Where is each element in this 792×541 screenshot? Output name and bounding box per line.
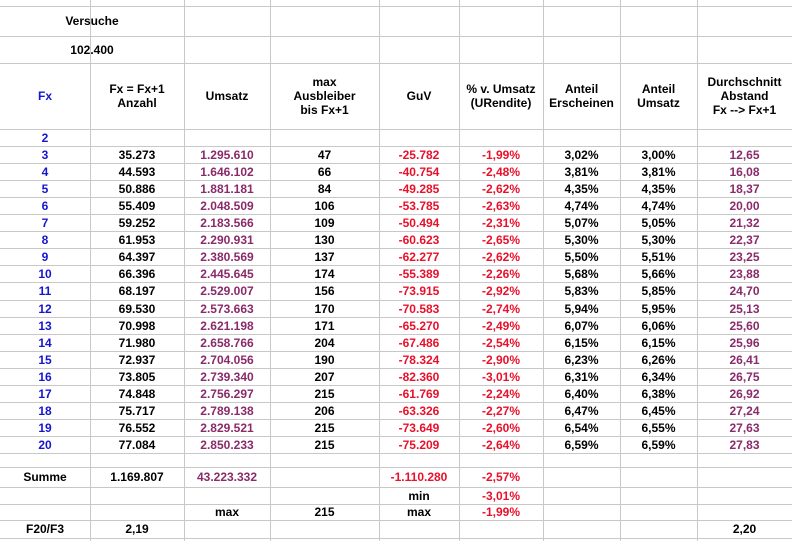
- header-ausbleiber[interactable]: max Ausbleiber bis Fx+1: [293, 75, 356, 117]
- cell-abstand[interactable]: 16,08: [729, 164, 760, 179]
- cell-erscheinen[interactable]: 3,02%: [564, 147, 599, 162]
- cell-umsatz[interactable]: 2.380.569: [200, 249, 254, 264]
- summe-rendite[interactable]: -2,57%: [481, 470, 521, 484]
- cell-guv[interactable]: [379, 129, 459, 146]
- cell-abstand[interactable]: 27,63: [729, 420, 760, 435]
- cell-guv[interactable]: -78.324: [398, 352, 440, 367]
- max-label[interactable]: max: [214, 505, 240, 519]
- cell-guv[interactable]: -62.277: [398, 249, 440, 264]
- header-anteil-umsatz[interactable]: Anteil Umsatz: [637, 82, 680, 110]
- cell-umsatz[interactable]: 2.658.766: [200, 335, 254, 350]
- cell-abstand[interactable]: 21,32: [729, 215, 760, 230]
- cell-ausbleiber[interactable]: 156: [314, 283, 335, 298]
- cell-abstand[interactable]: 26,75: [729, 369, 760, 384]
- cell-fx[interactable]: 19: [38, 420, 52, 435]
- cell-ausbleiber[interactable]: 204: [314, 335, 335, 350]
- cell-rendite[interactable]: -2,60%: [481, 420, 521, 435]
- min-rendite[interactable]: -3,01%: [481, 488, 521, 503]
- cell-anteil-umsatz[interactable]: 6,06%: [641, 318, 676, 333]
- cell-fx[interactable]: 7: [41, 215, 49, 230]
- cell-fx[interactable]: 13: [38, 318, 52, 333]
- header-guv[interactable]: GuV: [406, 89, 432, 103]
- header-erscheinen[interactable]: Anteil Erscheinen: [549, 82, 614, 110]
- cell-anzahl[interactable]: 59.252: [118, 215, 156, 230]
- cell-abstand[interactable]: [697, 129, 792, 146]
- cell-erscheinen[interactable]: [543, 129, 620, 146]
- cell-anteil-umsatz[interactable]: 3,00%: [641, 147, 676, 162]
- cell-erscheinen[interactable]: 6,31%: [564, 369, 599, 384]
- cell-rendite[interactable]: -3,01%: [481, 369, 521, 384]
- grid-hline: [0, 538, 792, 539]
- cell-abstand[interactable]: 25,96: [729, 335, 760, 350]
- min-label[interactable]: min: [408, 488, 430, 503]
- cell-anteil-umsatz[interactable]: 5,95%: [641, 301, 676, 316]
- summe-label[interactable]: Summe: [23, 470, 67, 484]
- cell-ausbleiber[interactable]: [270, 129, 379, 146]
- cell-umsatz[interactable]: 1.881.181: [200, 181, 254, 196]
- cell-erscheinen[interactable]: 6,15%: [564, 335, 599, 350]
- cell-rendite[interactable]: -2,64%: [481, 437, 521, 452]
- cell-fx[interactable]: 12: [38, 301, 52, 316]
- cell-guv[interactable]: -50.494: [398, 215, 440, 230]
- ratio-label[interactable]: F20/F3: [25, 522, 64, 536]
- cell-erscheinen[interactable]: 5,83%: [564, 283, 599, 298]
- cell-rendite[interactable]: -2,27%: [481, 403, 521, 418]
- summe-guv[interactable]: -1.110.280: [390, 470, 448, 484]
- cell-guv[interactable]: -63.326: [398, 403, 440, 418]
- cell-anzahl[interactable]: 77.084: [118, 437, 156, 452]
- cell-fx[interactable]: 17: [38, 386, 52, 401]
- cell-anzahl[interactable]: 66.396: [118, 266, 156, 281]
- cell-umsatz[interactable]: 1.646.102: [200, 164, 254, 179]
- cell-umsatz[interactable]: [184, 129, 270, 146]
- cell-guv[interactable]: -65.270: [398, 318, 440, 333]
- cell-guv[interactable]: -25.782: [398, 147, 440, 162]
- cell-guv[interactable]: -55.389: [398, 266, 440, 281]
- cell-rendite[interactable]: -2,74%: [481, 301, 521, 316]
- cell-anteil-umsatz[interactable]: 5,51%: [641, 249, 676, 264]
- cell-anteil-umsatz[interactable]: 5,05%: [641, 215, 676, 230]
- cell-rendite[interactable]: -2,54%: [481, 335, 521, 350]
- cell-ausbleiber[interactable]: 47: [317, 147, 332, 162]
- cell-guv[interactable]: -61.769: [398, 386, 440, 401]
- cell-anzahl[interactable]: 50.886: [118, 181, 156, 196]
- cell-ausbleiber[interactable]: 171: [314, 318, 335, 333]
- cell-ausbleiber[interactable]: 109: [314, 215, 335, 230]
- cell-anteil-umsatz[interactable]: [620, 129, 697, 146]
- cell-anteil-umsatz[interactable]: 5,30%: [641, 232, 676, 247]
- cell-umsatz[interactable]: 2.739.340: [200, 369, 254, 384]
- cell-ausbleiber[interactable]: 174: [314, 266, 335, 281]
- cell-guv[interactable]: -53.785: [398, 198, 440, 213]
- cell-guv[interactable]: -73.915: [398, 283, 440, 298]
- cell-erscheinen[interactable]: 6,54%: [564, 420, 599, 435]
- cell-erscheinen[interactable]: 5,94%: [564, 301, 599, 316]
- cell-anzahl[interactable]: 64.397: [118, 249, 156, 264]
- cell-anteil-umsatz[interactable]: 4,74%: [641, 198, 676, 213]
- cell-anteil-umsatz[interactable]: 6,38%: [641, 386, 676, 401]
- header-fx[interactable]: Fx: [37, 89, 52, 103]
- cell-guv[interactable]: -70.583: [398, 301, 440, 316]
- cell-rendite[interactable]: -2,24%: [481, 386, 521, 401]
- cell-rendite[interactable]: -2,62%: [481, 249, 521, 264]
- ratio-anzahl[interactable]: 2,19: [125, 522, 149, 536]
- cell-fx[interactable]: 16: [38, 369, 52, 384]
- cell-erscheinen[interactable]: 5,30%: [564, 232, 599, 247]
- cell-abstand[interactable]: 18,37: [729, 181, 760, 196]
- cell-rendite[interactable]: -2,92%: [481, 283, 521, 298]
- summe-anzahl[interactable]: 1.169.807: [110, 470, 164, 484]
- versuche-label[interactable]: Versuche: [65, 14, 119, 28]
- cell-fx[interactable]: 15: [38, 352, 52, 367]
- versuche-value[interactable]: 102.400: [70, 42, 114, 57]
- cell-anzahl[interactable]: 73.805: [118, 369, 156, 384]
- cell-umsatz[interactable]: 2.829.521: [200, 420, 254, 435]
- cell-fx[interactable]: 5: [41, 181, 49, 196]
- cell-umsatz[interactable]: 2.704.056: [200, 352, 254, 367]
- header-umsatz[interactable]: Umsatz: [205, 89, 249, 103]
- cell-umsatz[interactable]: 2.850.233: [200, 437, 254, 452]
- cell-umsatz[interactable]: 2.183.566: [200, 215, 254, 230]
- cell-erscheinen[interactable]: 4,74%: [564, 198, 599, 213]
- cell-anteil-umsatz[interactable]: 6,59%: [641, 437, 676, 452]
- cell-guv[interactable]: -40.754: [398, 164, 440, 179]
- cell-ausbleiber[interactable]: 170: [314, 301, 335, 316]
- cell-erscheinen[interactable]: 6,40%: [564, 386, 599, 401]
- cell-anteil-umsatz[interactable]: 6,15%: [641, 335, 676, 350]
- cell-ausbleiber[interactable]: 137: [314, 249, 335, 264]
- cell-rendite[interactable]: -1,99%: [481, 147, 521, 162]
- cell-abstand[interactable]: 23,88: [729, 266, 760, 281]
- cell-umsatz[interactable]: 2.529.007: [200, 283, 254, 298]
- cell-erscheinen[interactable]: 4,35%: [564, 181, 599, 196]
- cell-fx[interactable]: 11: [38, 283, 52, 298]
- cell-anzahl[interactable]: 44.593: [118, 164, 156, 179]
- cell-anzahl[interactable]: 61.953: [118, 232, 156, 247]
- cell-fx[interactable]: 8: [41, 232, 49, 247]
- cell-rendite[interactable]: -2,48%: [481, 164, 521, 179]
- cell-rendite[interactable]: [459, 129, 543, 146]
- cell-umsatz[interactable]: 2.573.663: [200, 301, 254, 316]
- cell-umsatz[interactable]: 1.295.610: [200, 147, 254, 162]
- cell-anzahl[interactable]: 76.552: [118, 420, 156, 435]
- cell-erscheinen[interactable]: 6,23%: [564, 352, 599, 367]
- cell-abstand[interactable]: 23,25: [729, 249, 760, 264]
- cell-ausbleiber[interactable]: 84: [317, 181, 332, 196]
- cell-ausbleiber[interactable]: 66: [317, 164, 332, 179]
- cell-anzahl[interactable]: 69.530: [118, 301, 156, 316]
- cell-erscheinen[interactable]: 5,50%: [564, 249, 599, 264]
- cell-erscheinen[interactable]: 5,68%: [564, 266, 599, 281]
- cell-erscheinen[interactable]: 6,07%: [564, 318, 599, 333]
- cell-anteil-umsatz[interactable]: 4,35%: [641, 181, 676, 196]
- cell-umsatz[interactable]: 2.789.138: [200, 403, 254, 418]
- cell-ausbleiber[interactable]: 207: [314, 369, 335, 384]
- cell-ausbleiber[interactable]: 215: [314, 420, 335, 435]
- cell-anzahl[interactable]: 55.409: [118, 198, 156, 213]
- cell-rendite[interactable]: -2,63%: [481, 198, 521, 213]
- cell-umsatz[interactable]: 2.048.509: [200, 198, 254, 213]
- ratio-abstand[interactable]: 2,20: [732, 522, 757, 536]
- cell-abstand[interactable]: 20,00: [729, 198, 760, 213]
- cell-anteil-umsatz[interactable]: 5,85%: [641, 283, 676, 298]
- cell-fx[interactable]: 4: [41, 164, 49, 179]
- cell-fx[interactable]: 6: [41, 198, 49, 213]
- cell-rendite[interactable]: -2,62%: [481, 181, 521, 196]
- cell-anzahl[interactable]: 75.717: [118, 403, 156, 418]
- cell-anzahl[interactable]: 68.197: [118, 283, 156, 298]
- cell-abstand[interactable]: 27,83: [729, 437, 760, 452]
- header-anzahl[interactable]: Fx = Fx+1 Anzahl: [109, 82, 165, 110]
- cell-guv[interactable]: -82.360: [398, 369, 440, 384]
- cell-anteil-umsatz[interactable]: 6,34%: [641, 369, 676, 384]
- cell-anteil-umsatz[interactable]: 3,81%: [641, 164, 676, 179]
- cell-abstand[interactable]: 25,60: [729, 318, 760, 333]
- cell-anteil-umsatz[interactable]: 6,26%: [641, 352, 676, 367]
- cell-fx[interactable]: 10: [38, 266, 52, 281]
- cell-erscheinen[interactable]: 3,81%: [564, 164, 599, 179]
- cell-abstand[interactable]: 27,24: [729, 403, 760, 418]
- cell-abstand[interactable]: 25,13: [729, 301, 760, 316]
- cell-fx[interactable]: 3: [41, 147, 49, 162]
- cell-anzahl[interactable]: 72.937: [118, 352, 156, 367]
- grid-hline: [0, 453, 792, 454]
- cell-erscheinen[interactable]: 5,07%: [564, 215, 599, 230]
- header-abstand[interactable]: Durchschnitt Abstand Fx --> Fx+1: [707, 75, 782, 117]
- cell-anzahl[interactable]: 74.848: [118, 386, 156, 401]
- cell-anzahl[interactable]: 35.273: [118, 147, 156, 162]
- cell-fx[interactable]: 20: [38, 437, 52, 452]
- cell-rendite[interactable]: -2,90%: [481, 352, 521, 367]
- cell-guv[interactable]: -67.486: [398, 335, 440, 350]
- cell-erscheinen[interactable]: 6,47%: [564, 403, 599, 418]
- cell-anzahl[interactable]: 71.980: [118, 335, 156, 350]
- cell-ausbleiber[interactable]: 206: [314, 403, 335, 418]
- cell-ausbleiber[interactable]: 106: [314, 198, 335, 213]
- cell-guv[interactable]: -60.623: [398, 232, 440, 247]
- cell-rendite[interactable]: -2,31%: [481, 215, 521, 230]
- cell-umsatz[interactable]: 2.290.931: [200, 232, 254, 247]
- cell-fx[interactable]: 14: [38, 335, 52, 350]
- cell-abstand[interactable]: 22,37: [729, 232, 760, 247]
- cell-ausbleiber[interactable]: 215: [314, 386, 335, 401]
- max-label-guv[interactable]: max: [406, 505, 432, 519]
- cell-guv[interactable]: -49.285: [398, 181, 440, 196]
- cell-anteil-umsatz[interactable]: 5,66%: [641, 266, 676, 281]
- max-rendite[interactable]: -1,99%: [481, 505, 521, 519]
- cell-anteil-umsatz[interactable]: 6,45%: [641, 403, 676, 418]
- header-rendite[interactable]: % v. Umsatz (URendite): [466, 82, 536, 110]
- max-ausbleiber[interactable]: 215: [314, 505, 335, 519]
- cell-ausbleiber[interactable]: 130: [314, 232, 335, 247]
- cell-rendite[interactable]: -2,49%: [481, 318, 521, 333]
- cell-umsatz[interactable]: 2.621.198: [200, 318, 254, 333]
- cell-rendite[interactable]: -2,65%: [481, 232, 521, 247]
- cell-fx[interactable]: 2: [41, 130, 49, 145]
- cell-anteil-umsatz[interactable]: 6,55%: [641, 420, 676, 435]
- cell-abstand[interactable]: 26,41: [729, 352, 760, 367]
- cell-anzahl[interactable]: 70.998: [118, 318, 156, 333]
- cell-abstand[interactable]: 12,65: [729, 147, 760, 162]
- summe-umsatz[interactable]: 43.223.332: [196, 470, 258, 484]
- cell-abstand[interactable]: 26,92: [729, 386, 760, 401]
- cell-ausbleiber[interactable]: 190: [314, 352, 335, 367]
- cell-ausbleiber[interactable]: 215: [314, 437, 335, 452]
- cell-guv[interactable]: -75.209: [398, 437, 440, 452]
- cell-fx[interactable]: 9: [41, 249, 49, 264]
- cell-anzahl[interactable]: [90, 129, 184, 146]
- cell-guv[interactable]: -73.649: [398, 420, 440, 435]
- cell-umsatz[interactable]: 2.445.645: [200, 266, 254, 281]
- cell-rendite[interactable]: -2,26%: [481, 266, 521, 281]
- cell-erscheinen[interactable]: 6,59%: [564, 437, 599, 452]
- cell-abstand[interactable]: 24,70: [729, 283, 760, 298]
- cell-fx[interactable]: 18: [38, 403, 52, 418]
- cell-umsatz[interactable]: 2.756.297: [200, 386, 254, 401]
